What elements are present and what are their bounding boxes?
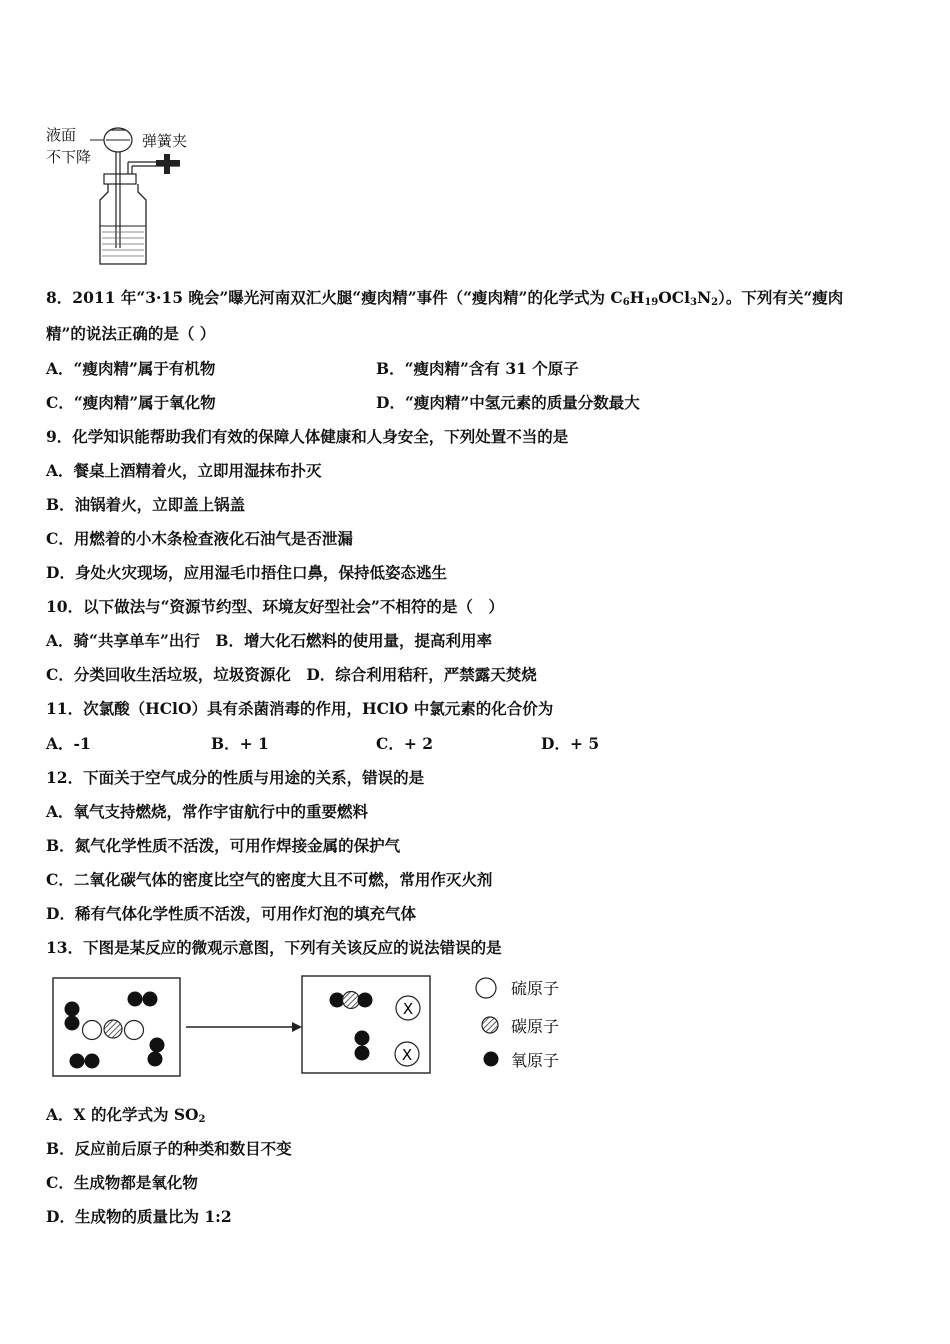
legend-sulfur	[476, 978, 559, 998]
q12-stem: 12．下面关于空气成分的性质与用途的关系，错误的是	[46, 768, 425, 787]
legend-sulfur-label: 硫原子	[511, 979, 560, 998]
label-not-dropping: 不下降	[46, 148, 92, 166]
product-co2	[330, 992, 373, 1009]
q13-option-b: B．反应前后原子的种类和数目不变	[46, 1139, 292, 1158]
q13-option-a	[46, 1103, 206, 1125]
q8-option-b: B．“瘦肉精”含有 31 个原子	[376, 359, 579, 378]
q8-stem-line1	[46, 286, 843, 308]
q8-sub-c: 6	[622, 297, 630, 308]
q12-option-c: C．二氧化碳气体的密度比空气的密度大且不可燃，常用作灭火剂	[46, 870, 493, 889]
reactant-cs2	[83, 1020, 144, 1040]
q8-stem-text-a: 8．2011 年“3·15 晚会”曝光河南双汇火腿“瘦肉精”事件（“瘦肉精”的化学式为 C	[46, 288, 623, 307]
q8-stem-line2: 精”的说法正确的是（ ）	[46, 324, 216, 343]
q8-sub-h: 19	[644, 297, 659, 308]
reaction-diagram	[40, 968, 600, 1088]
q10-stem: 10．以下做法与“资源节约型、环境友好型社会”不相符的是（ ）	[46, 597, 504, 616]
apparatus-drawing	[90, 118, 200, 268]
q10-options-cd: C．分类回收生活垃圾，垃圾资源化 D．综合利用秸秆，严禁露天焚烧	[46, 665, 537, 684]
q11-option-b: B．+ 1	[211, 734, 269, 753]
legend-oxygen	[484, 1051, 560, 1070]
q8-sub-cl: 3	[689, 297, 697, 308]
q11-stem: 11．次氯酸（HClO）具有杀菌消毒的作用，HClO 中氯元素的化合价为	[46, 699, 554, 718]
legend-carbon	[482, 1017, 559, 1036]
q13-option-c: C．生成物都是氧化物	[46, 1173, 198, 1192]
product-x-1	[396, 996, 420, 1020]
q11-option-d: D．+ 5	[541, 734, 600, 753]
q11-option-a: A．-1	[46, 734, 91, 753]
arrow-head	[292, 1022, 302, 1032]
q12-option-b: B．氮气化学性质不活泼，可用作焊接金属的保护气	[46, 836, 401, 855]
q11-option-c: C．+ 2	[376, 734, 434, 753]
q8-ocl: OCl	[658, 288, 690, 307]
label-liquid-surface: 液面	[46, 126, 77, 144]
legend-carbon-label: 碳原子	[511, 1017, 560, 1036]
q9-option-c: C．用燃着的小木条检查液化石油气是否泄漏	[46, 529, 353, 548]
q8-n: N	[696, 288, 712, 307]
q13-option-a-sub: 2	[198, 1114, 206, 1125]
q13-option-d: D．生成物的质量比为 1:2	[46, 1207, 232, 1226]
q13-option-a-text: A．X 的化学式为 SO	[46, 1105, 199, 1124]
q9-stem: 9．化学知识能帮助我们有效的保障人体健康和人身安全，下列处置不当的是	[46, 427, 569, 446]
q9-option-a: A．餐桌上酒精着火，立即用湿抹布扑灭	[46, 461, 322, 480]
q12-option-d: D．稀有气体化学性质不活泼，可用作灯泡的填充气体	[46, 904, 416, 923]
q8-stem-text-b: ）。下列有关“瘦肉	[718, 288, 844, 307]
q8-option-a: A．“瘦肉精”属于有机物	[46, 359, 216, 378]
q9-option-d: D．身处火灾现场，应用湿毛巾捂住口鼻，保持低姿态逃生	[46, 563, 447, 582]
q8-h: H	[629, 288, 645, 307]
label-spring-clip: 弹簧夹	[142, 132, 188, 150]
q8-sub-n: 2	[711, 297, 719, 308]
q10-options-ab: A．骑“共享单车”出行 B．增大化石燃料的使用量，提高利用率	[46, 631, 492, 650]
product-x-2	[395, 1042, 419, 1066]
q12-option-a: A．氧气支持燃烧，常作宇宙航行中的重要燃料	[46, 802, 369, 821]
x-label-2: X	[401, 1046, 413, 1064]
legend-oxygen-label: 氧原子	[511, 1051, 560, 1070]
q8-option-c: C．“瘦肉精”属于氧化物	[46, 393, 216, 412]
q13-stem: 13．下图是某反应的微观示意图，下列有关该反应的说法错误的是	[46, 938, 502, 957]
q8-option-d: D．“瘦肉精”中氢元素的质量分数最大	[376, 393, 640, 412]
q9-option-b: B．油锅着火，立即盖上锅盖	[46, 495, 246, 514]
x-label-1: X	[402, 1000, 414, 1018]
